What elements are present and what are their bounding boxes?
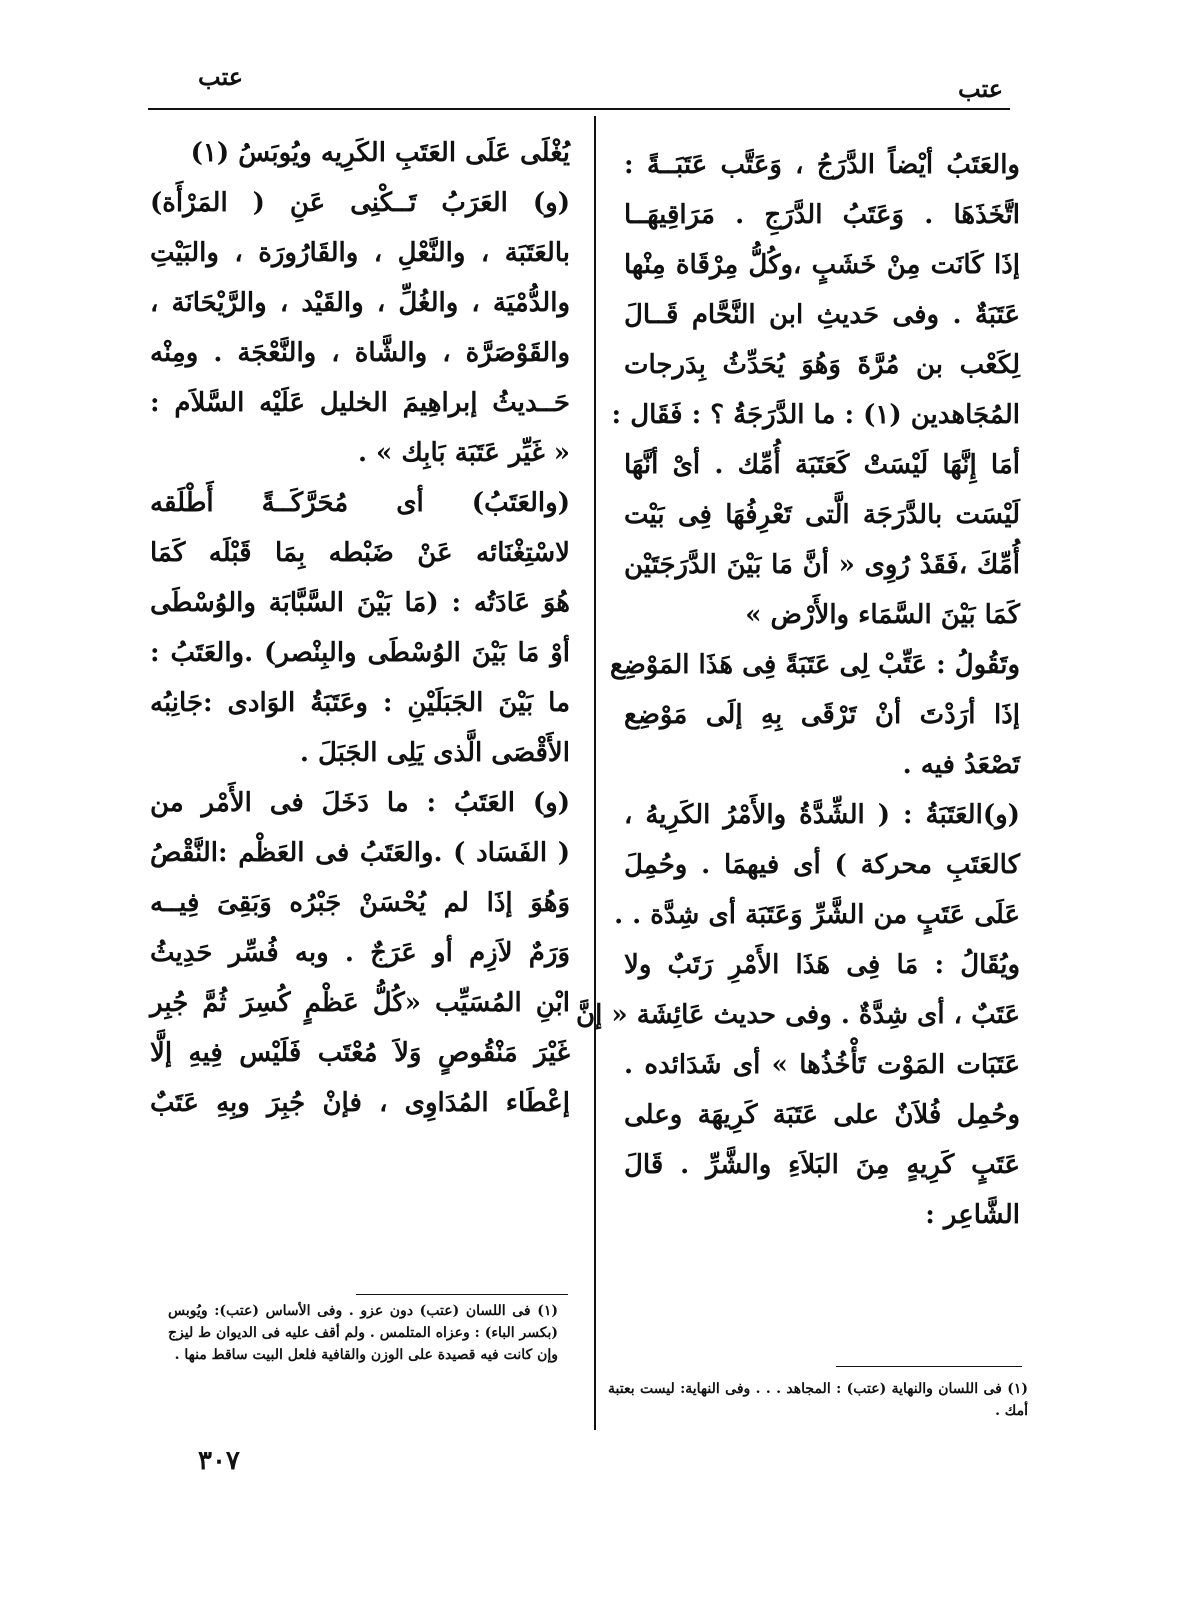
text-line: هُوَ عَادَتُه : (مَا بَيْنَ السَّبَّابَة والوُسْطَى (150, 588, 570, 618)
text-line: تَصْعَدُ فيه . (902, 750, 1020, 780)
column-divider (594, 116, 596, 1430)
text-line: وَرَمٌ لاَزِم أو عَرَجٌ . وبه فُسِّر حَدِيثُ (150, 938, 570, 968)
text-line: عَتَبٍ كَرِيهٍ مِنَ البَلاَءِ والشَّرِّ . قَالَ (624, 1150, 1020, 1180)
text-line: والدُّمْيَة ، والغُلِّ ، والقَيْد ، والرَّيْحَانَة ، (150, 288, 570, 318)
right-column (576, 140, 1020, 1240)
text-line: كالعَتَبِ محركة ) أى فيهمَا . وحُمِلَ (624, 850, 1020, 880)
text-line: إعْطَاء المُدَاوِى ، فإنْ جُبِرَ وبِهِ عَتَبٌ (150, 1088, 570, 1118)
page-number: ٣٠٧ (198, 1446, 240, 1476)
text-line: والقَوْصَرَّة ، والشَّاة ، والنَّعْجَة . ومِنْه (150, 338, 570, 368)
text-line: عَتَبَات المَوْت تَأْخُذُها » أى شَدَائده . (624, 1050, 1020, 1080)
text-line: لَيْسَت بالدَّرَجَة الَّتى تَعْرِفُهَا فِى بَيْت (624, 500, 1020, 530)
text-line: حَــديثُ إبراهِيمَ الخليل عَلَيْه السَّلاَم : (150, 388, 570, 418)
text-line: أُمِّكَ ،فَقَدْ رُوِى « أنَّ مَا بَيْنَ الدَّرَجَتَيْن (624, 550, 1020, 580)
text-line: (و)العَتَبَةُ : ( الشِّدَّةُ والأَمْرُ الكَرِيهُ ، (624, 800, 1020, 830)
text-line: وحُمِل فُلاَنٌ على عَتَبَة كَرِيهَة وعلى (624, 1100, 1020, 1130)
text-line: وَهُوَ إذَا لم يُحْسَنْ جَبْرُه وَبَقِىَ فِيــه (150, 888, 570, 918)
text-line: لِكَعْب بن مُرَّةَ وَهُوَ يُحَدِّثُ بِدَرجات (624, 350, 1020, 380)
text-line: (والعَتَبُ) أى مُحَرَّكَــةً أَطْلَقه (150, 488, 570, 518)
text-line: عَلَى عَتَبٍ من الشَّرِّ وَعَتَبَة أى شِدَّة . . (614, 900, 1020, 930)
footnote-rule-right (836, 1366, 1022, 1367)
text-line: الشَّاعِر : (925, 1200, 1020, 1230)
text-line: يُغْلَى عَلَى العَتَبِ الكَرِيه ويُوبَسُ (١) (190, 138, 570, 168)
text-line: غَيْرَ مَنْقُوصٍ وَلاَ مُعْتَب فَلَيْس فِيهِ إلَّا (150, 1038, 570, 1068)
text-line: الأَقْصَى الَّذى يَلِى الجَبَلَ . (299, 738, 570, 768)
text-line: أمَا إِنَّهَا لَيْسَتْ كَعَتَبَة أُمِّك . أىْ أنَّهَا (624, 450, 1020, 480)
header-rule (148, 108, 1010, 110)
text-line: إذَا كَانَت مِنْ خَشَبٍ ،وكُلُّ مِرْقَاة مِنْها (624, 250, 1020, 280)
text-line: لاسْتِغْنَائه عَنْ ضَبْطه بِمَا قَبْلَه كَمَا (150, 538, 570, 568)
text-line: كَمَا بَيْنَ السَّمَاء والأَرْض » (745, 600, 1020, 630)
text-line: وتَقُولُ : عَتِّبْ لِى عَتَبَةً فِى هَذَا المَوْضِع (609, 650, 1020, 680)
text-line: ويُقَالُ : مَا فِى هَذَا الأَمْرِ رَتَبٌ ولا (624, 950, 1020, 980)
text-line: ما بَيْنَ الجَبَلَيْنِ : وعَتَبَةُ الوَادى :جَانِبُه (150, 688, 570, 718)
text-line: (و) العَرَبُ تَــكْنِى عَنِ ( المَرْأَة) (150, 188, 570, 218)
footnote-left: (١) فى اللسان (عتب) دون عزو . وفى الأساس (عتب): ويُوبس (بكسر الباء) : وعزاه المتلمس . ولم أقف عليه فى الديوان ط ليزج وإن كانت فيه قصيدة على الوزن والقافية فلعل البيت ساقط منها . (168, 1303, 558, 1363)
text-line: ابْنِ المُسَيِّب «كُلُّ عَظْمٍ كُسِرَ ثُمَّ جُبِر (150, 988, 570, 1018)
running-head-left: عتب (198, 62, 244, 91)
text-line: عَتَبٌ ، أى شِدَّةٌ . وفى حديث عَائِشَة « إنَّ (576, 1000, 1020, 1030)
text-line: اتَّخَذَهَا . وَعَتَبُ الدَّرَجِ . مَرَاقِيهَــا (624, 200, 1020, 230)
running-head-right: عتب (958, 74, 1004, 103)
footnote-right: (١) فى اللسان والنهاية (عتب) : المجاهد . . . وفى النهاية: ليست بعتبة أمك . (608, 1381, 1028, 1419)
text-line: إذَا أرَدْتَ أنْ تَرْقَى بِهِ إلَى مَوْضِع (624, 700, 1020, 730)
text-line: بالعَتَبَة ، والنَّعْلِ ، والقَارُورَة ، والبَيْتِ (150, 238, 570, 268)
footnote-rule-left (356, 1294, 568, 1295)
text-line: والعَتَبُ أيْضاً الدَّرَجُ ، وَعَتَّب عَتَبَــةً : (624, 150, 1020, 180)
text-line: ( الفَسَاد ) .والعَتَبُ فى العَظْم :النَّقْصُ (150, 838, 570, 868)
text-line: المُجَاهدين (١) : ما الدَّرَجَةُ ؟ : فَقَال : (611, 400, 1020, 430)
text-line: (و) العَتَبُ : ما دَخَلَ فى الأَمْر من (150, 788, 570, 818)
text-line: عَتَبَةٌ . وفى حَديثِ ابن النَّحَّام قَــالَ (624, 300, 1020, 330)
left-column (150, 128, 570, 1128)
text-line: « غَيِّر عَتَبَة بَابِك » . (357, 438, 570, 468)
text-line: أوْ مَا بَيْنَ الوُسْطَى والبِنْصر) .والعَتَبُ : (150, 638, 570, 668)
